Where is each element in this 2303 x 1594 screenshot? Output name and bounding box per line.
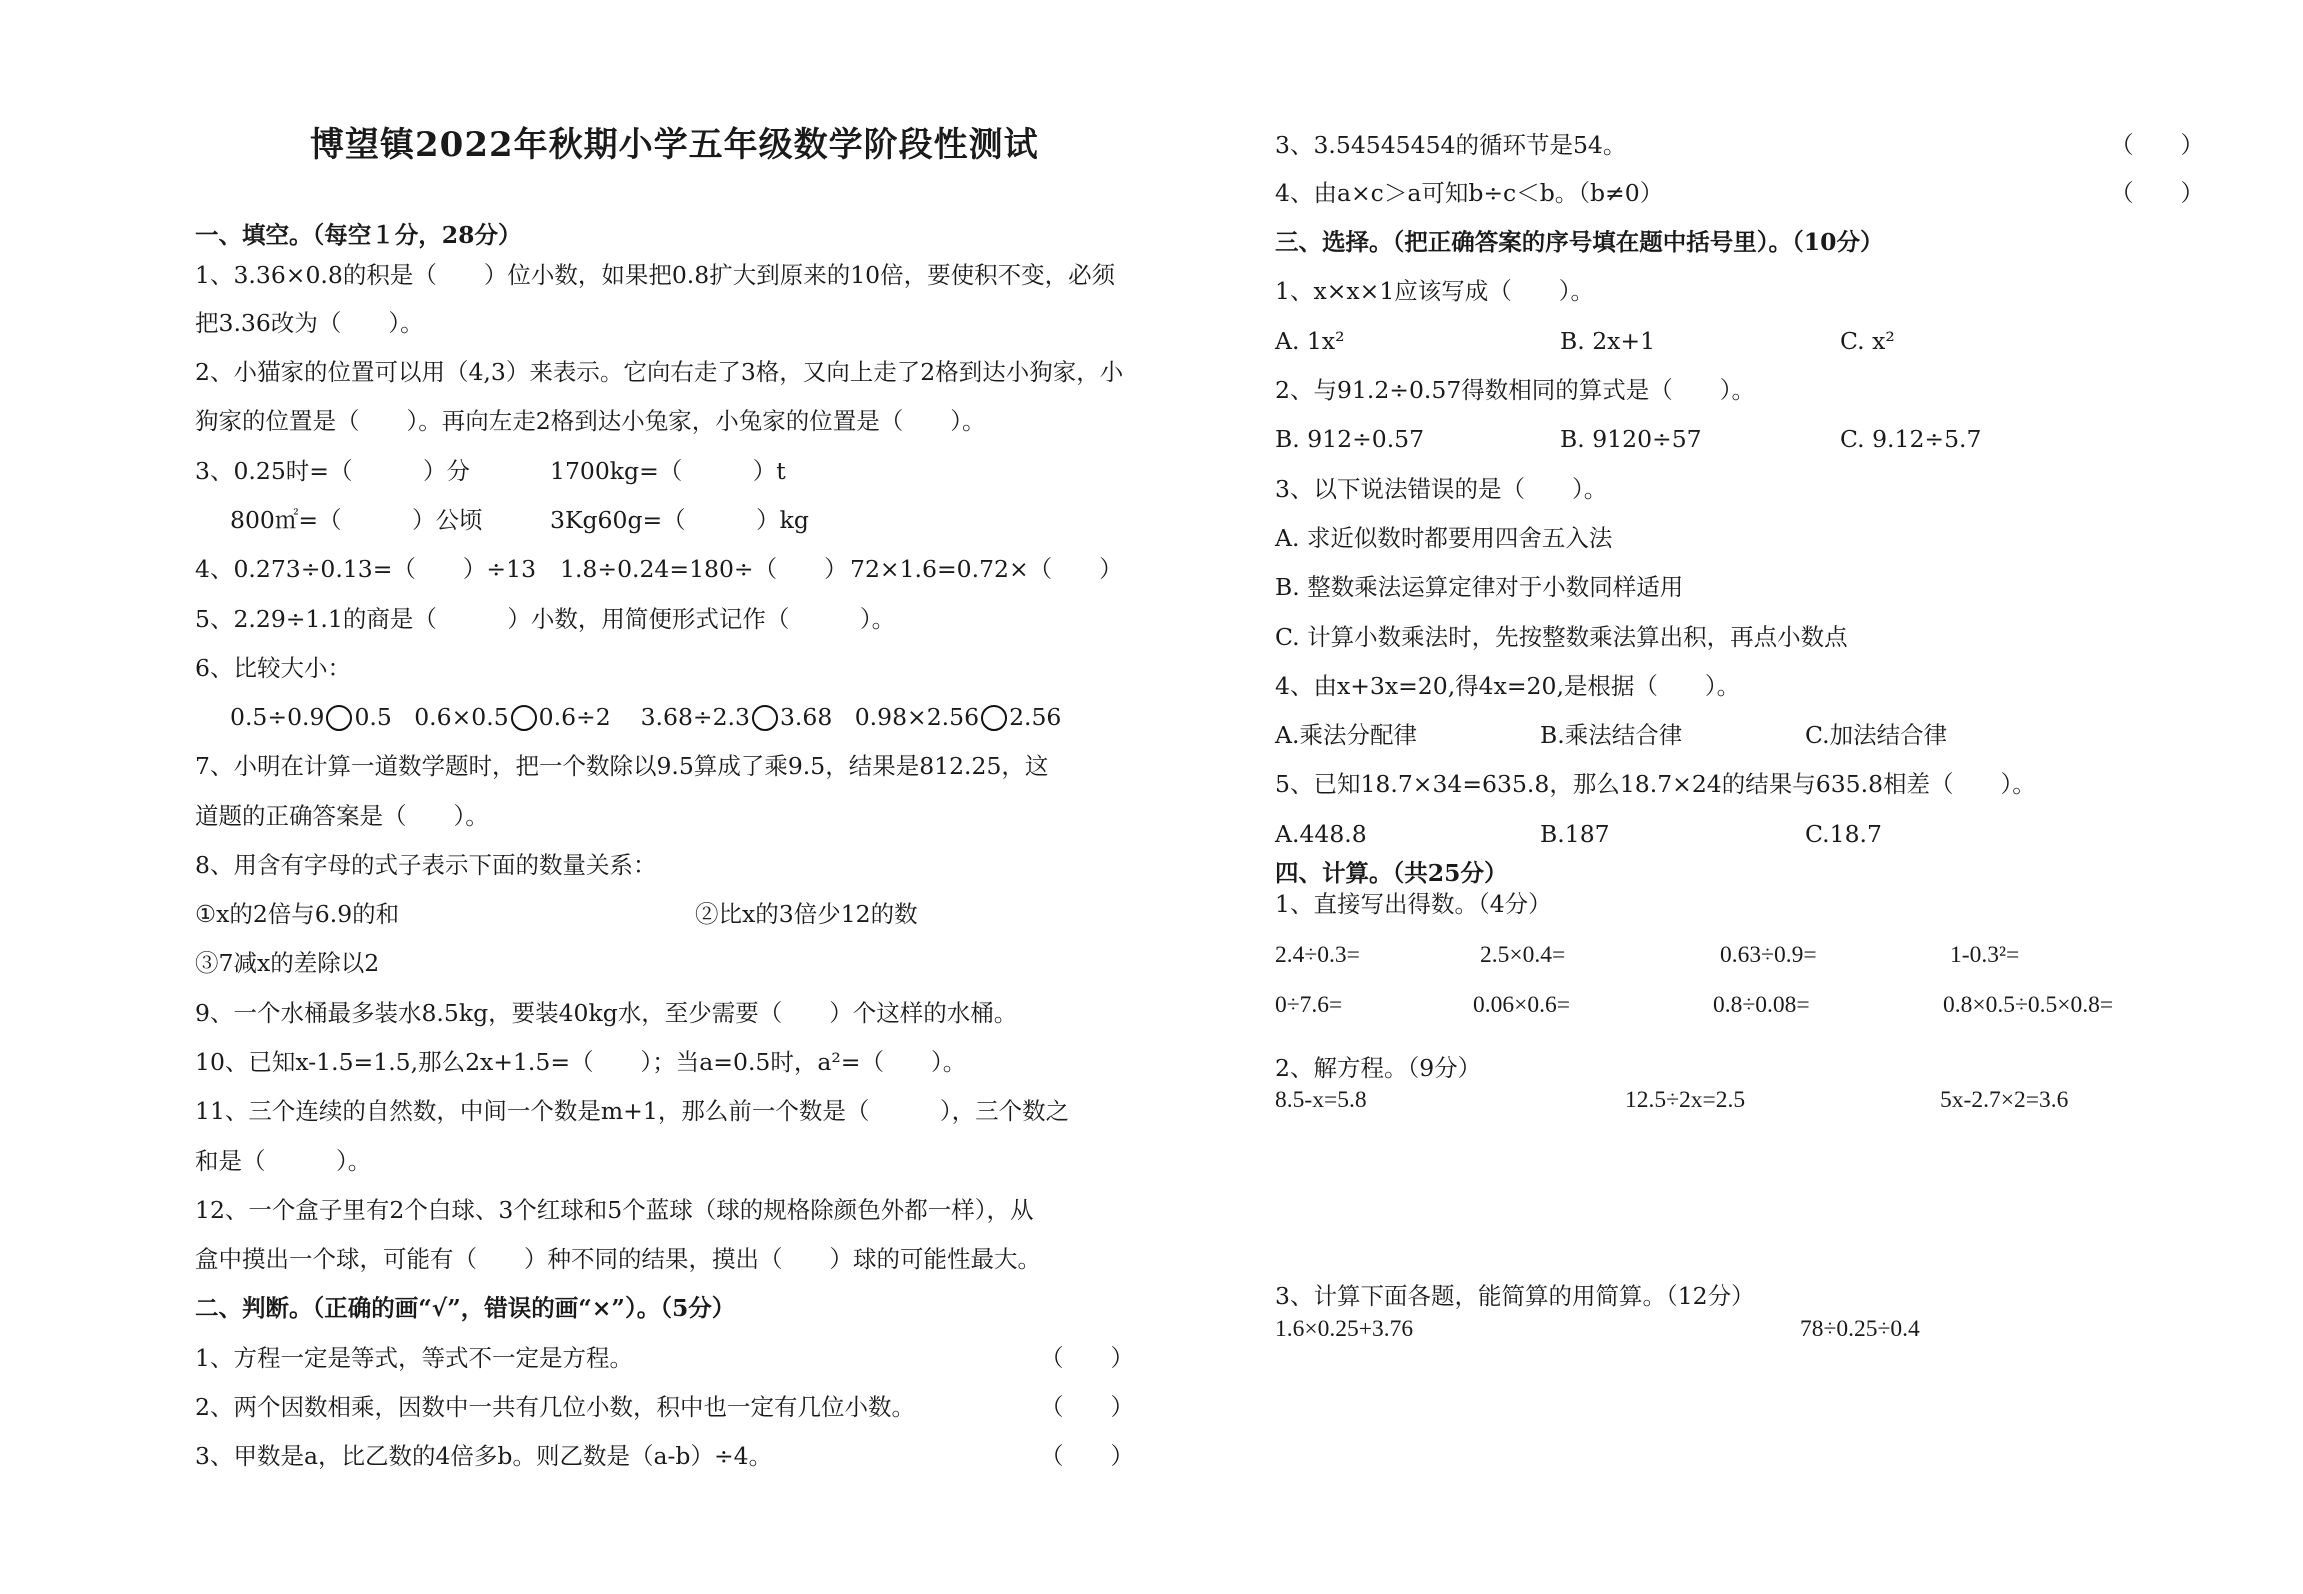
question-10: 10、已知x-1.5=1.5,那么2x+1.5=（ ）；当a=0.5时，a²=（ ）。 bbox=[195, 1048, 967, 1076]
answer-parentheses[interactable]: （ ） bbox=[2110, 179, 2204, 207]
question-5: 5、2.29÷1.1的商是（ ）小数，用简便形式记作（ ）。 bbox=[195, 605, 896, 633]
judge-2: 2、两个因数相乘，因数中一共有几位小数，积中也一定有几位小数。 bbox=[195, 1393, 915, 1421]
section-calc-header: 四、计算。（共25分） bbox=[1275, 859, 1508, 887]
calc-1-item: 0.06×0.6= bbox=[1473, 992, 1571, 1018]
answer-parentheses[interactable]: （ ） bbox=[1040, 1344, 1134, 1372]
choice-1-option-a[interactable]: A. 1x² bbox=[1275, 327, 1345, 355]
calc-3-item: 1.6×0.25+3.76 bbox=[1275, 1316, 1414, 1342]
calc-1-title: 1、直接写出得数。（4分） bbox=[1275, 890, 1552, 918]
answer-parentheses[interactable]: （ ） bbox=[1040, 1442, 1134, 1470]
choice-5-option-a[interactable]: A.448.8 bbox=[1275, 820, 1367, 848]
calc-2-title: 2、解方程。（9分） bbox=[1275, 1054, 1482, 1082]
choice-1-option-b[interactable]: B. 2x+1 bbox=[1560, 327, 1656, 355]
choice-1-option-c[interactable]: C. x² bbox=[1840, 327, 1895, 355]
choice-3: 3、以下说法错误的是（ ）。 bbox=[1275, 475, 1608, 503]
compare-1-left: 0.5÷0.9 bbox=[230, 703, 325, 731]
compare-circle[interactable] bbox=[511, 705, 537, 731]
choice-4-option-c[interactable]: C.加法结合律 bbox=[1805, 721, 1948, 749]
question-12-line-2: 盒中摸出一个球，可能有（ ）种不同的结果，摸出（ ）球的可能性最大。 bbox=[195, 1245, 1041, 1273]
compare-row bbox=[230, 702, 1061, 732]
choice-3-option-a[interactable]: A. 求近似数时都要用四舍五入法 bbox=[1275, 524, 1613, 552]
calc-1-item: 0.8÷0.08= bbox=[1713, 992, 1810, 1018]
section-choice-header: 三、选择。（把正确答案的序号填在题中括号里）。（10分） bbox=[1275, 228, 1884, 256]
compare-3-left: 3.68÷2.3 bbox=[640, 703, 750, 731]
question-2-line-2: 狗家的位置是（ ）。再向左走2格到达小兔家，小兔家的位置是（ ）。 bbox=[195, 407, 986, 435]
equation-item: 8.5-x=5.8 bbox=[1275, 1087, 1367, 1113]
calc-1-item: 0.63÷0.9= bbox=[1720, 942, 1817, 968]
choice-4-option-a[interactable]: A.乘法分配律 bbox=[1275, 721, 1417, 749]
choice-5-option-c[interactable]: C.18.7 bbox=[1805, 820, 1882, 848]
calc-1-item: 0.8×0.5÷0.5×0.8= bbox=[1943, 992, 2114, 1018]
answer-parentheses[interactable]: （ ） bbox=[2110, 131, 2204, 159]
judge-1: 1、方程一定是等式，等式不一定是方程。 bbox=[195, 1344, 633, 1372]
calc-1-item: 2.5×0.4= bbox=[1480, 942, 1566, 968]
question-12-line-1: 12、一个盒子里有2个白球、3个红球和5个蓝球（球的规格除颜色外都一样），从 bbox=[195, 1196, 1034, 1224]
question-3-item-3: 800㎡=（ ）公顷 bbox=[230, 506, 483, 534]
compare-circle[interactable] bbox=[981, 705, 1007, 731]
compare-circle[interactable] bbox=[326, 705, 352, 731]
question-4-item-1: 4、0.273÷0.13=（ ）÷13 bbox=[195, 555, 537, 583]
choice-2-option-a[interactable]: B. 912÷0.57 bbox=[1275, 425, 1425, 453]
choice-3-option-c[interactable]: C. 计算小数乘法时，先按整数乘法算出积，再点小数点 bbox=[1275, 623, 1848, 651]
compare-3-right: 3.68 bbox=[779, 703, 833, 731]
judge-3: 3、甲数是a，比乙数的4倍多b。则乙数是（a-b）÷4。 bbox=[195, 1442, 773, 1470]
question-3-item-4: 3Kg60g=（ ）kg bbox=[550, 506, 809, 534]
choice-5-option-b[interactable]: B.187 bbox=[1540, 820, 1610, 848]
judge-right-4: 4、由a×c＞a可知b÷c＜b。（b≠0） bbox=[1275, 179, 1664, 207]
question-2-line-1: 2、小猫家的位置可以用（4,3）来表示。它向右走了3格，又向上走了2格到达小狗家，小 bbox=[195, 358, 1124, 386]
section-fill-blank-header: 一、填空。（每空１分，28分） bbox=[195, 221, 522, 249]
calc-1-item: 0÷7.6= bbox=[1275, 992, 1343, 1018]
calc-1-item: 1-0.3²= bbox=[1950, 942, 2020, 968]
choice-5: 5、已知18.7×34=635.8，那么18.7×24的结果与635.8相差（ ）。 bbox=[1275, 770, 2036, 798]
question-4-item-3: 72×1.6=0.72×（ ） bbox=[850, 555, 1123, 583]
judge-right-3: 3、3.54545454的循环节是54。 bbox=[1275, 131, 1627, 159]
compare-2-left: 0.6×0.5 bbox=[414, 703, 509, 731]
choice-2-option-c[interactable]: C. 9.12÷5.7 bbox=[1840, 425, 1982, 453]
compare-circle[interactable] bbox=[752, 705, 778, 731]
page-title: 博望镇2022年秋期小学五年级数学阶段性测试 bbox=[310, 125, 1039, 165]
choice-4-option-b[interactable]: B.乘法结合律 bbox=[1540, 721, 1683, 749]
question-3-item-1: 3、0.25时=（ ）分 bbox=[195, 457, 470, 485]
question-8: 8、用含有字母的式子表示下面的数量关系： bbox=[195, 851, 657, 879]
question-6: 6、比较大小： bbox=[195, 654, 351, 682]
compare-4-left: 0.98×2.56 bbox=[854, 703, 980, 731]
compare-4-right: 2.56 bbox=[1009, 703, 1062, 731]
choice-3-option-b[interactable]: B. 整数乘法运算定律对于小数同样适用 bbox=[1275, 573, 1684, 601]
question-3-item-2: 1700kg=（ ）t bbox=[550, 457, 786, 485]
choice-2: 2、与91.2÷0.57得数相同的算式是（ ）。 bbox=[1275, 376, 1756, 404]
question-8-item-2: ②比x的3倍少12的数 bbox=[695, 900, 918, 928]
question-1-line-2: 把3.36改为（ ）。 bbox=[195, 309, 424, 337]
equation-item: 5x-2.7×2=3.6 bbox=[1940, 1087, 2069, 1113]
question-11-line-2: 和是（ ）。 bbox=[195, 1147, 372, 1175]
equation-item: 12.5÷2x=2.5 bbox=[1625, 1087, 1746, 1113]
question-7-line-1: 7、小明在计算一道数学题时，把一个数除以9.5算成了乘9.5，结果是812.25，这 bbox=[195, 752, 1049, 780]
choice-1: 1、x×x×1应该写成（ ）。 bbox=[1275, 277, 1595, 305]
calc-1-item: 2.4÷0.3= bbox=[1275, 942, 1360, 968]
section-judge-header: 二、判断。（正确的画“√”，错误的画“×”）。（5分） bbox=[195, 1294, 736, 1322]
compare-1-right: 0.5 bbox=[354, 703, 392, 731]
question-11-line-1: 11、三个连续的自然数，中间一个数是m+1，那么前一个数是（ ），三个数之 bbox=[195, 1097, 1070, 1125]
question-8-item-3: ③7减x的差除以2 bbox=[195, 949, 380, 977]
question-1-line-1: 1、3.36×0.8的积是（ ）位小数，如果把0.8扩大到原来的10倍，要使积不变，必须 bbox=[195, 261, 1116, 289]
answer-parentheses[interactable]: （ ） bbox=[1040, 1393, 1134, 1421]
choice-2-option-b[interactable]: B. 9120÷57 bbox=[1560, 425, 1702, 453]
choice-4: 4、由x+3x=20,得4x=20,是根据（ ）。 bbox=[1275, 672, 1741, 700]
compare-2-right: 0.6÷2 bbox=[538, 703, 611, 731]
question-7-line-2: 道题的正确答案是（ ）。 bbox=[195, 802, 489, 830]
question-4-item-2: 1.8÷0.24=180÷（ ） bbox=[560, 555, 848, 583]
question-9: 9、一个水桶最多装水8.5kg，要装40kg水，至少需要（ ）个这样的水桶。 bbox=[195, 999, 1018, 1027]
calc-3-item: 78÷0.25÷0.4 bbox=[1800, 1316, 1920, 1342]
calc-3-title: 3、计算下面各题，能简算的用简算。（12分） bbox=[1275, 1282, 1755, 1310]
question-8-item-1: ①x的2倍与6.9的和 bbox=[195, 900, 400, 928]
